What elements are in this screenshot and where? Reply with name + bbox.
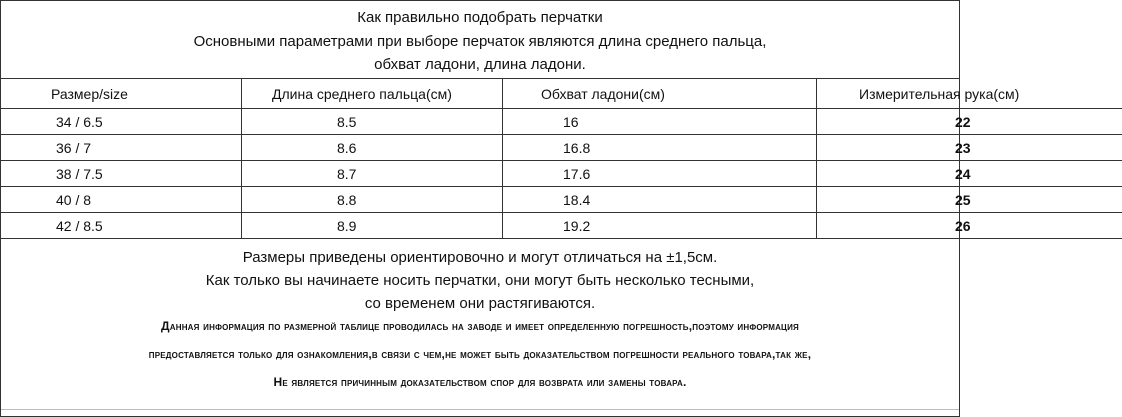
note-stretch: со временем они растягиваются. (364, 295, 596, 312)
cell-palm-girth: 16 (503, 109, 817, 135)
note-tight-fit: Как только вы начинаете носить перчатки, они могут быть несколько тесными, (205, 272, 755, 289)
note-approximate-sizes: Размеры приведены ориентировочно и могут отличаться на ±1,5см. (242, 249, 718, 266)
cell-palm-girth: 17.6 (503, 161, 817, 187)
cell-hand-measure: 25 (817, 187, 1122, 213)
table-row (1, 187, 1122, 213)
notes-section (1, 241, 959, 409)
cell-size: 38 / 7.5 (1, 161, 242, 187)
cell-finger-length: 8.9 (242, 213, 503, 239)
cell-finger-length: 8.5 (242, 109, 503, 135)
bottom-divider (1, 409, 959, 417)
size-table (1, 79, 1122, 239)
chart-subtitle-line-1: Основными параметрами при выборе перчаток являются длина среднего пальца, (193, 33, 767, 50)
cell-hand-measure: 23 (817, 135, 1122, 161)
cell-size: 42 / 8.5 (1, 213, 242, 239)
table-row (1, 109, 1122, 135)
cell-palm-girth: 19.2 (503, 213, 817, 239)
cell-finger-length: 8.7 (242, 161, 503, 187)
cell-finger-length: 8.8 (242, 187, 503, 213)
table-header-row (1, 79, 1122, 109)
disclaimer-line-3: Не является причинным доказательством спор для возврата или замены товара. (273, 375, 687, 389)
disclaimer-line-2: предоставляется только для ознакомления,в связи с чем,не может быть доказательством погрешности реального товара,так же, (148, 347, 812, 361)
column-header-hand-measure: Измерительная рука(см) (817, 79, 1122, 109)
table-row (1, 135, 1122, 161)
disclaimer-line-1: Данная информация по размерной таблице проводилась на заводе и имеет определенную погрешность,поэтому информация (161, 319, 799, 333)
cell-palm-girth: 16.8 (503, 135, 817, 161)
table-row (1, 213, 1122, 239)
column-header-palm-girth: Обхват ладони(см) (503, 79, 817, 109)
cell-size: 40 / 8 (1, 187, 242, 213)
column-header-finger-length: Длина среднего пальца(см) (242, 79, 503, 109)
chart-subtitle-line-2: обхват ладони, длина ладони. (374, 56, 586, 73)
column-header-size: Размер/size (1, 79, 242, 109)
cell-hand-measure: 22 (817, 109, 1122, 135)
cell-size: 36 / 7 (1, 135, 242, 161)
cell-hand-measure: 26 (817, 213, 1122, 239)
chart-title: Как правильно подобрать перчатки (357, 9, 603, 26)
cell-finger-length: 8.6 (242, 135, 503, 161)
table-row (1, 161, 1122, 187)
cell-hand-measure: 24 (817, 161, 1122, 187)
chart-header (1, 1, 959, 79)
cell-size: 34 / 6.5 (1, 109, 242, 135)
cell-palm-girth: 18.4 (503, 187, 817, 213)
